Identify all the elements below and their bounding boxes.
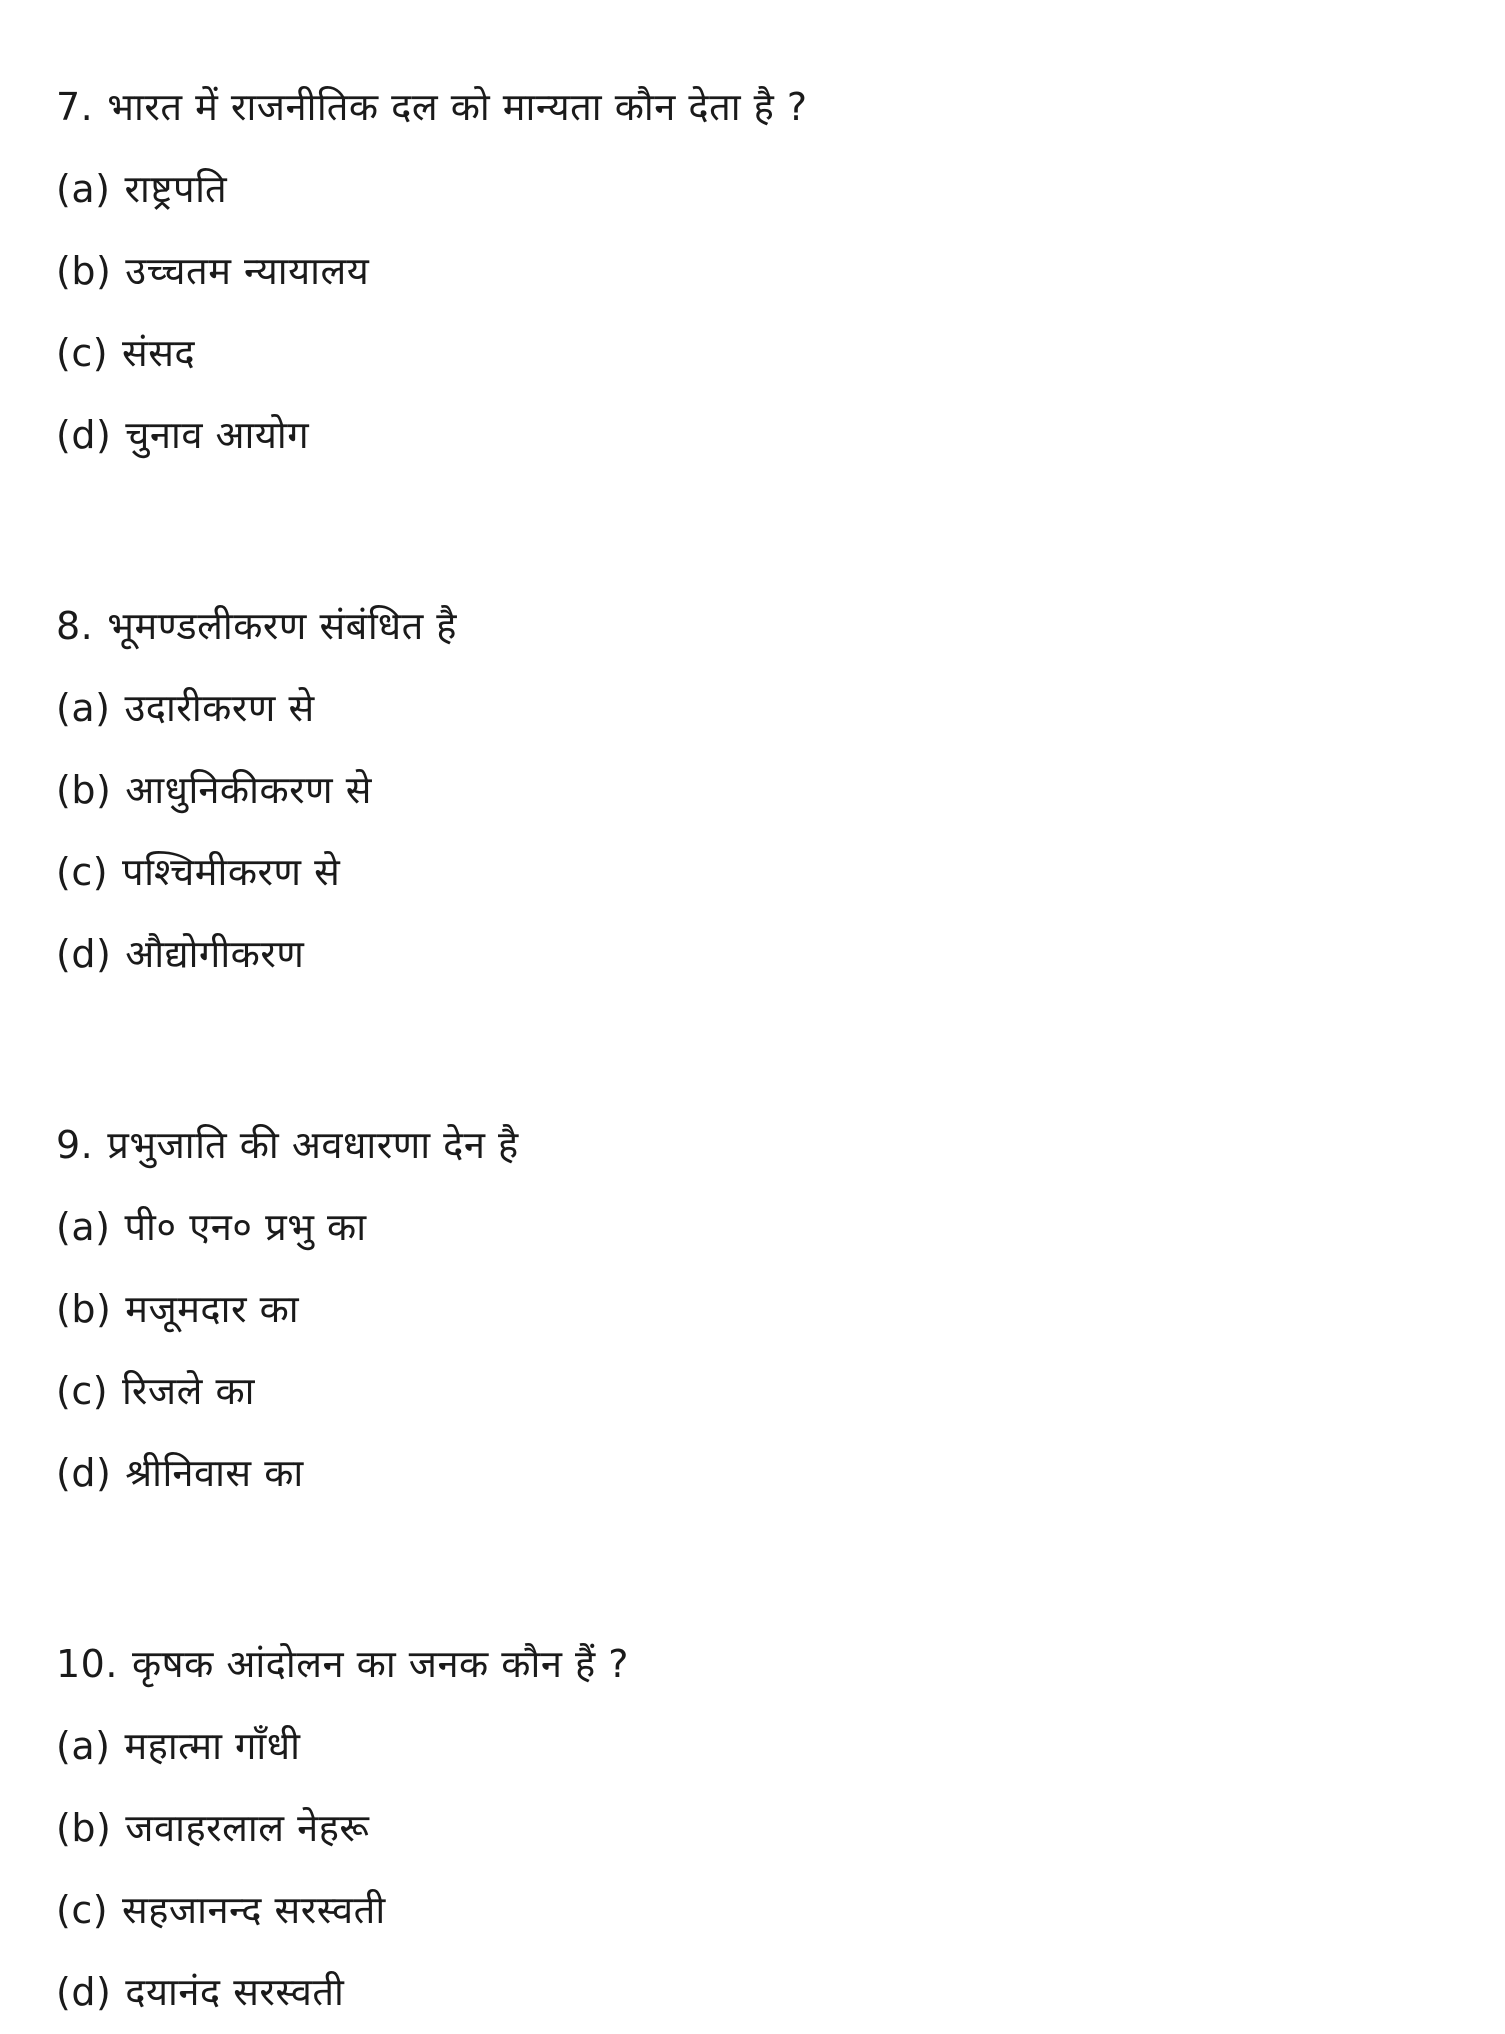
question-stem bbox=[56, 1104, 1446, 1186]
option-text: रिजले का bbox=[122, 1369, 255, 1413]
option-key: (a) bbox=[56, 1205, 111, 1249]
option-a bbox=[56, 1186, 1446, 1268]
option-text: आधुनिकीकरण से bbox=[125, 768, 372, 812]
option-text: मजूमदार का bbox=[125, 1287, 300, 1331]
option-text: औद्योगीकरण bbox=[125, 932, 305, 976]
option-d bbox=[56, 913, 1446, 995]
option-key: (b) bbox=[56, 1287, 112, 1331]
question-text: कृषक आंदोलन का जनक कौन हैं ? bbox=[131, 1642, 629, 1686]
question-number: 10. bbox=[56, 1642, 118, 1686]
option-c bbox=[56, 831, 1446, 913]
option-b bbox=[56, 749, 1446, 831]
option-key: (d) bbox=[56, 1451, 112, 1495]
option-text: उदारीकरण से bbox=[124, 686, 315, 730]
option-b bbox=[56, 1787, 1446, 1869]
question-text: भारत में राजनीतिक दल को मान्यता कौन देता है ? bbox=[107, 85, 808, 129]
question-paper bbox=[56, 66, 1446, 2033]
question-stem bbox=[56, 66, 1446, 148]
option-text: राष्ट्रपति bbox=[124, 167, 228, 211]
question-text: प्रभुजाति की अवधारणा देन है bbox=[107, 1123, 519, 1167]
option-b bbox=[56, 230, 1446, 312]
option-c bbox=[56, 1869, 1446, 1951]
option-a bbox=[56, 667, 1446, 749]
option-key: (b) bbox=[56, 249, 112, 293]
option-text: श्रीनिवास का bbox=[125, 1451, 304, 1495]
option-text: पश्चिमीकरण से bbox=[122, 850, 341, 894]
option-key: (c) bbox=[56, 1369, 109, 1413]
option-text: संसद bbox=[122, 331, 196, 375]
question-7 bbox=[56, 66, 1446, 476]
option-key: (c) bbox=[56, 331, 109, 375]
question-10 bbox=[56, 1623, 1446, 2033]
question-8 bbox=[56, 585, 1446, 995]
question-stem bbox=[56, 585, 1446, 667]
option-text: चुनाव आयोग bbox=[125, 413, 310, 457]
option-c bbox=[56, 312, 1446, 394]
option-text: जवाहरलाल नेहरू bbox=[125, 1806, 370, 1850]
option-key: (b) bbox=[56, 768, 112, 812]
option-d bbox=[56, 1432, 1446, 1514]
question-number: 9. bbox=[56, 1123, 94, 1167]
option-key: (a) bbox=[56, 167, 111, 211]
question-9 bbox=[56, 1104, 1446, 1514]
option-key: (a) bbox=[56, 1724, 111, 1768]
question-number: 8. bbox=[56, 604, 94, 648]
option-text: उच्चतम न्यायालय bbox=[125, 249, 370, 293]
option-key: (d) bbox=[56, 413, 112, 457]
option-text: महात्मा गाँधी bbox=[124, 1724, 301, 1768]
option-b bbox=[56, 1268, 1446, 1350]
question-stem bbox=[56, 1623, 1446, 1705]
option-key: (d) bbox=[56, 1970, 112, 2014]
option-key: (b) bbox=[56, 1806, 112, 1850]
option-key: (d) bbox=[56, 932, 112, 976]
option-d bbox=[56, 394, 1446, 476]
option-a bbox=[56, 1705, 1446, 1787]
option-text: दयानंद सरस्वती bbox=[125, 1970, 345, 2014]
option-text: पी० एन० प्रभु का bbox=[124, 1205, 367, 1249]
option-a bbox=[56, 148, 1446, 230]
question-text: भूमण्डलीकरण संबंधित है bbox=[107, 604, 457, 648]
option-d bbox=[56, 1951, 1446, 2033]
option-key: (a) bbox=[56, 686, 111, 730]
option-text: सहजानन्द सरस्वती bbox=[122, 1888, 386, 1932]
option-key: (c) bbox=[56, 1888, 109, 1932]
option-key: (c) bbox=[56, 850, 109, 894]
question-number: 7. bbox=[56, 85, 94, 129]
option-c bbox=[56, 1350, 1446, 1432]
